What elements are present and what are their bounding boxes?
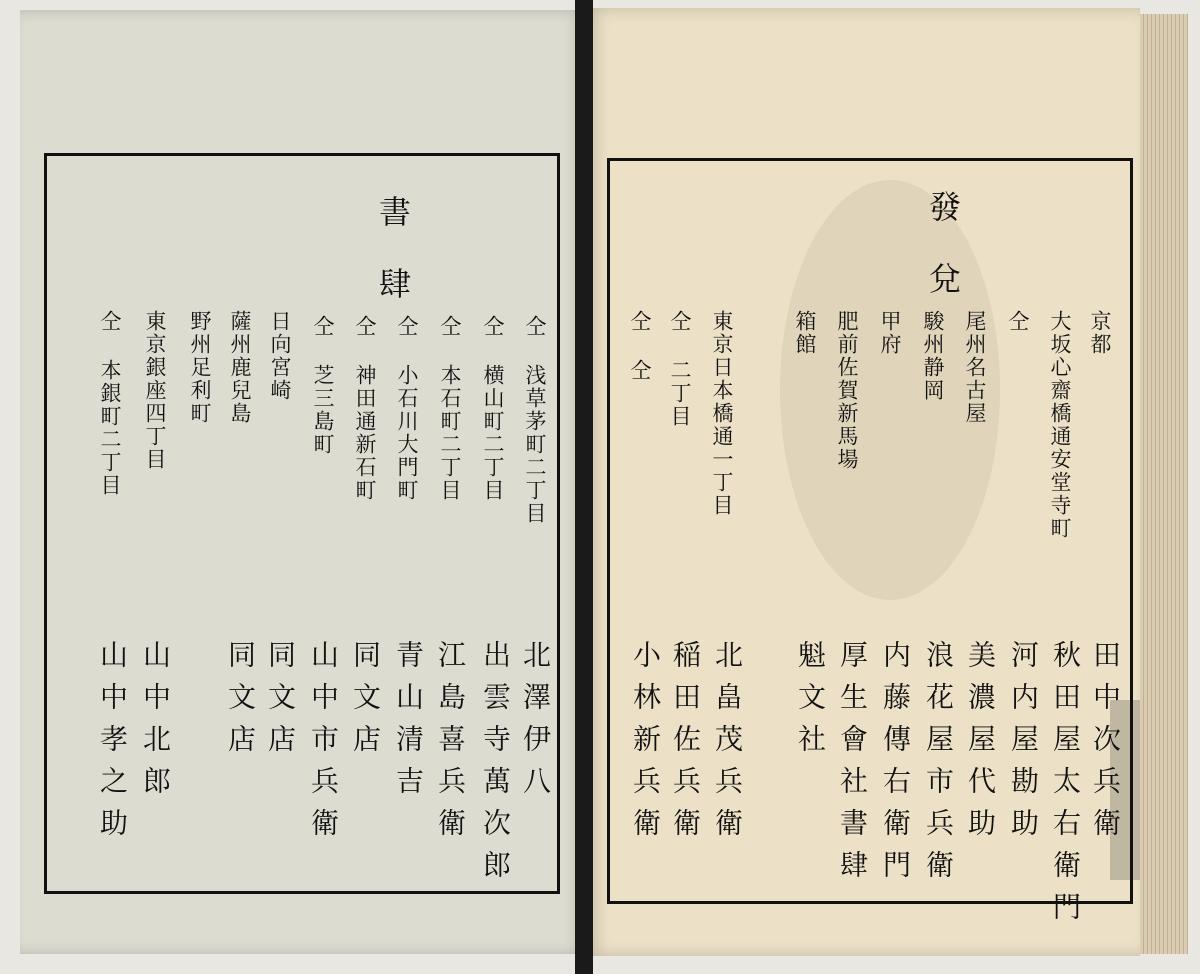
left-address-3: 仝 本石町二丁目 — [438, 315, 462, 502]
right-address-9: 東京日本橋通一丁目 — [710, 310, 734, 517]
right-name-4: 美濃屋代助 — [964, 640, 997, 850]
page-edges — [1140, 14, 1188, 954]
left-name-2: 出雲寺萬次郎 — [479, 640, 512, 892]
left-address-5: 仝 神田通新石町 — [353, 315, 377, 502]
left-address-8: 薩州鹿兒島 — [228, 310, 252, 425]
left-address-7: 日向宮崎 — [268, 310, 292, 402]
left-name-8: 同文店 — [224, 640, 257, 766]
left-address-11: 仝 本銀町二丁目 — [98, 310, 122, 497]
left-name-9: 山中北郎 — [139, 640, 172, 808]
left-name-6: 山中市兵衛 — [307, 640, 340, 850]
left-name-1: 北澤伊八 — [519, 640, 552, 808]
right-name-2: 秋田屋太右衛門 — [1049, 640, 1082, 934]
right-address-10: 仝 二丁目 — [668, 310, 692, 428]
right-name-6: 内藤傳右衛門 — [879, 640, 912, 892]
left-address-2: 仝 横山町二丁目 — [481, 315, 505, 502]
right-address-6: 甲府 — [878, 310, 902, 356]
right-name-5: 浪花屋市兵衛 — [922, 640, 955, 892]
left-heading: 書肆 — [374, 195, 412, 339]
left-address-10: 東京銀座四丁目 — [143, 310, 167, 471]
right-address-7: 肥前佐賀新馬場 — [835, 310, 859, 471]
left-name-4: 青山清吉 — [392, 640, 425, 808]
right-address-11: 仝 仝 — [628, 310, 652, 382]
left-name-3: 江島喜兵衛 — [434, 640, 467, 850]
left-address-1: 仝 浅草茅町二丁目 — [523, 315, 547, 525]
left-name-7: 同文店 — [264, 640, 297, 766]
left-name-5: 同文店 — [349, 640, 382, 766]
right-name-3: 河内屋勘助 — [1007, 640, 1040, 850]
right-address-8: 箱館 — [793, 310, 817, 356]
right-name-1: 田中次兵衛 — [1089, 640, 1122, 850]
right-address-4: 尾州名古屋 — [963, 310, 987, 425]
book-gutter — [575, 0, 593, 974]
right-name-9: 北畠茂兵衛 — [711, 640, 744, 850]
right-heading-1: 發兌 — [924, 190, 962, 334]
left-address-9: 野州足利町 — [188, 310, 212, 425]
right-address-5: 駿州静岡 — [921, 310, 945, 402]
right-address-1: 京都 — [1088, 310, 1112, 356]
right-address-2: 大坂心齋橋通安堂寺町 — [1048, 310, 1072, 540]
left-address-6: 仝 芝三島町 — [311, 315, 335, 456]
left-address-4: 仝 小石川大門町 — [395, 315, 419, 502]
right-name-7: 厚生會社書肆 — [836, 640, 869, 892]
right-address-3: 仝 — [1006, 310, 1030, 333]
left-name-10: 山中孝之助 — [96, 640, 129, 850]
right-name-11: 小林新兵衛 — [629, 640, 662, 850]
right-name-10: 稲田佐兵衛 — [669, 640, 702, 850]
right-name-8: 魁文社 — [794, 640, 827, 766]
